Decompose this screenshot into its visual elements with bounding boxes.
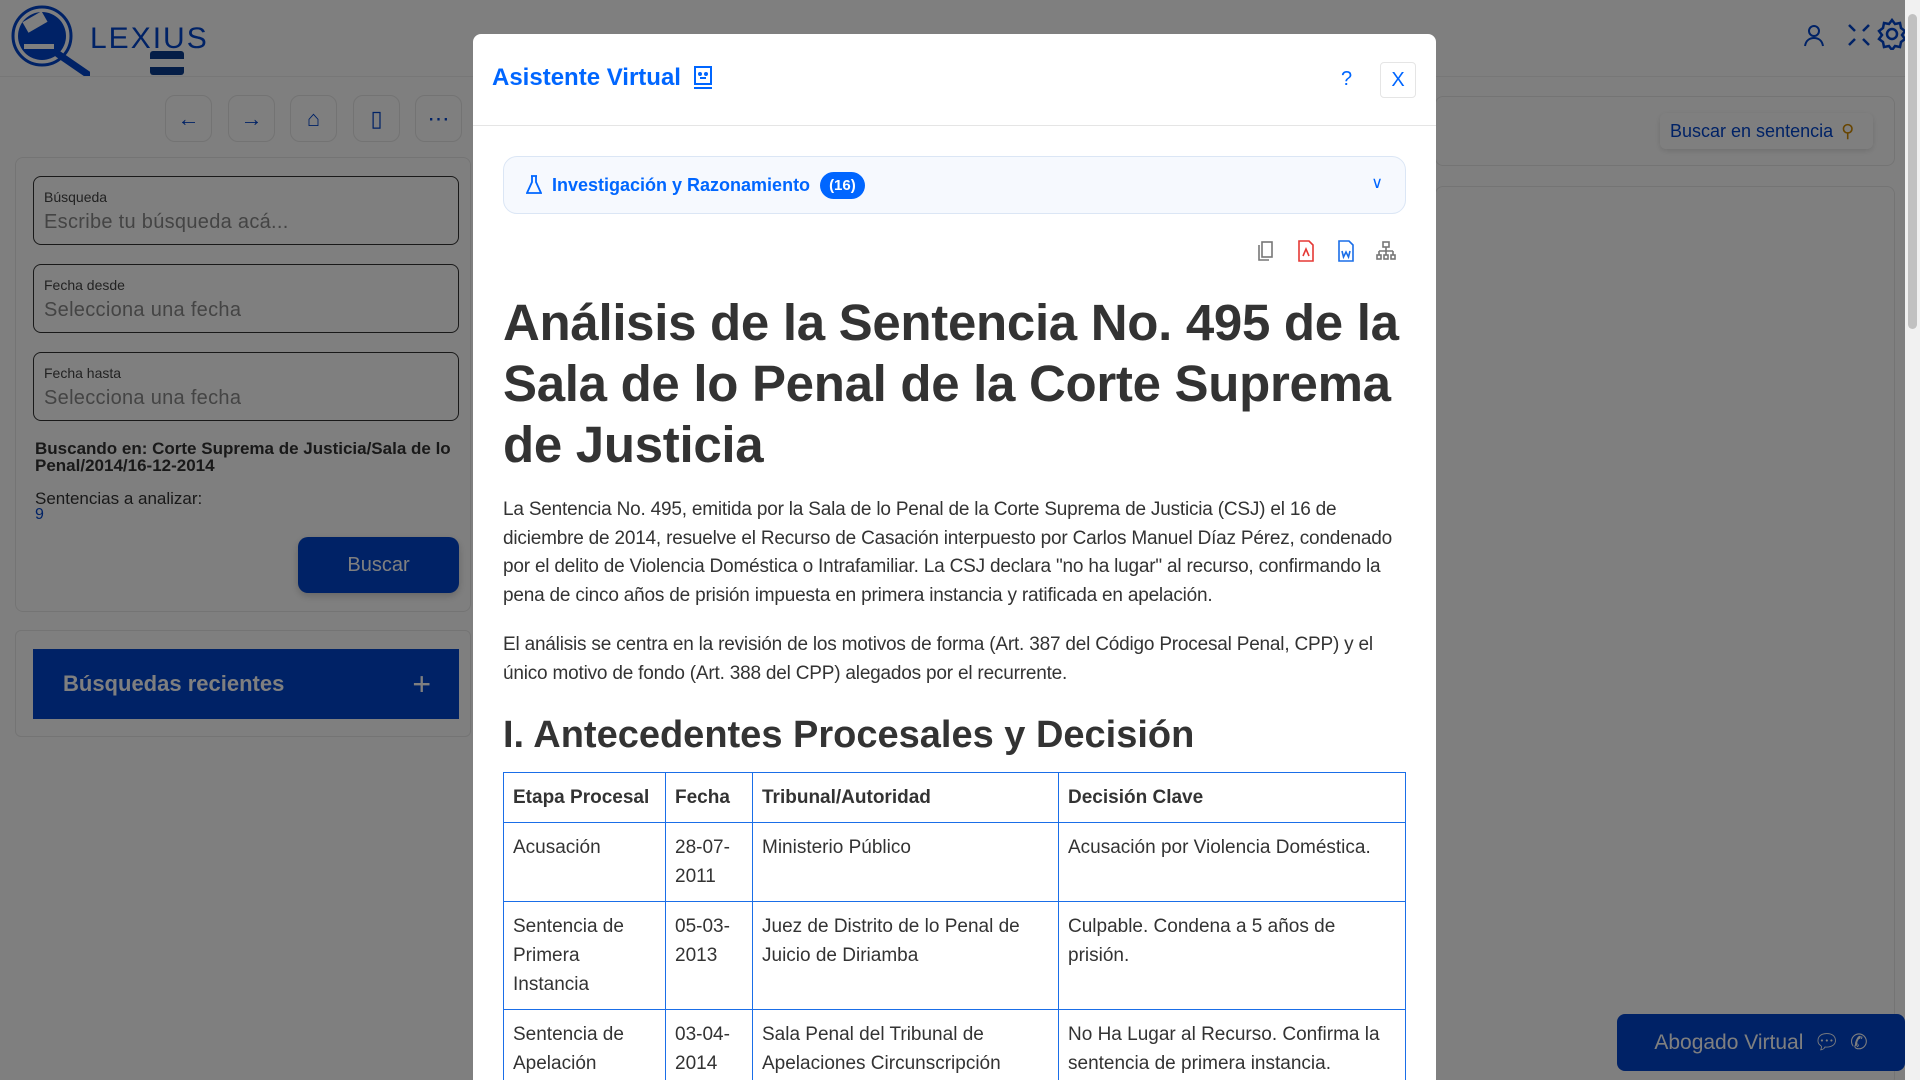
- table-cell: Sentencia de Apelación: [504, 1010, 666, 1080]
- section-accordion[interactable]: [503, 156, 1406, 214]
- table-cell: Culpable. Condena a 5 años de prisión.: [1059, 902, 1406, 1010]
- table-cell: Sala Penal del Tribunal de Apelaciones Circunscripción: [753, 1010, 1059, 1080]
- column-header: Decisión Clave: [1059, 773, 1406, 823]
- export-toolbar: [1256, 240, 1396, 262]
- section-count-badge: (16): [820, 172, 865, 199]
- table-row: [504, 1010, 1406, 1080]
- mindmap-icon[interactable]: [1376, 240, 1396, 262]
- analysis-content: [503, 292, 1406, 1080]
- table-cell: Acusación por Violencia Doméstica.: [1059, 823, 1406, 902]
- virtual-assistant-modal: [473, 34, 1436, 1080]
- column-header: Fecha: [666, 773, 753, 823]
- table-cell: 28-07-2011: [666, 823, 753, 902]
- table-cell: No Ha Lugar al Recurso. Confirma la sentencia de primera instancia.: [1059, 1010, 1406, 1080]
- word-icon[interactable]: [1336, 240, 1356, 262]
- pdf-icon[interactable]: [1296, 240, 1316, 262]
- analysis-heading: Análisis de la Sentencia No. 495 de la Sala de lo Penal de la Corte Suprema de Justicia: [503, 294, 1399, 473]
- chevron-down-icon: ∨: [1371, 175, 1383, 192]
- table-cell: 05-03-2013: [666, 902, 753, 1010]
- modal-header: [473, 34, 1436, 126]
- paragraph: El análisis se centra en la revisión de los motivos de forma (Art. 387 del Código Procesal Penal, CPP) y el único motivo de fondo (Art. 388 del CPP) alegados por el recurrente.: [503, 634, 1373, 684]
- table-cell: 03-04-2014: [666, 1010, 753, 1080]
- paragraph: La Sentencia No. 495, emitida por la Sala de lo Penal de la Corte Suprema de Justicia (CSJ) el 16 de diciembre de 2014, resuelve el Recurso de Casación interpuesto por Carlos Manuel Díaz Pérez, condenado por el delito de Violencia Doméstica o Intrafamiliar. La CSJ declara "no ha lugar" al recurso, confirmando la pena de cinco años de prisión impuesta en primera instancia y ratificada en apelación.: [503, 499, 1392, 606]
- help-button[interactable]: ?: [1341, 68, 1353, 90]
- table-cell: Juez de Distrito de lo Penal de Juicio de Diriamba: [753, 902, 1059, 1010]
- copy-icon[interactable]: [1256, 240, 1276, 262]
- section-label: Investigación y Razonamiento: [552, 174, 811, 195]
- table-cell: Acusación: [504, 823, 666, 902]
- proceedings-table: [503, 772, 1406, 1080]
- table-row: [504, 823, 1406, 902]
- column-header: Etapa Procesal: [504, 773, 666, 823]
- table-cell: Sentencia de Primera Instancia: [504, 902, 666, 1010]
- table-header-row: [504, 773, 1406, 823]
- section-heading: I. Antecedentes Procesales y Decisión: [503, 714, 1195, 756]
- flask-icon: [526, 175, 542, 195]
- robot-icon: [693, 66, 713, 90]
- table-row: [504, 902, 1406, 1010]
- column-header: Tribunal/Autoridad: [753, 773, 1059, 823]
- close-button[interactable]: X: [1380, 62, 1416, 98]
- modal-title: Asistente Virtual: [492, 64, 681, 91]
- table-cell: Ministerio Público: [753, 823, 1059, 902]
- scrollbar-thumb[interactable]: [1908, 14, 1917, 329]
